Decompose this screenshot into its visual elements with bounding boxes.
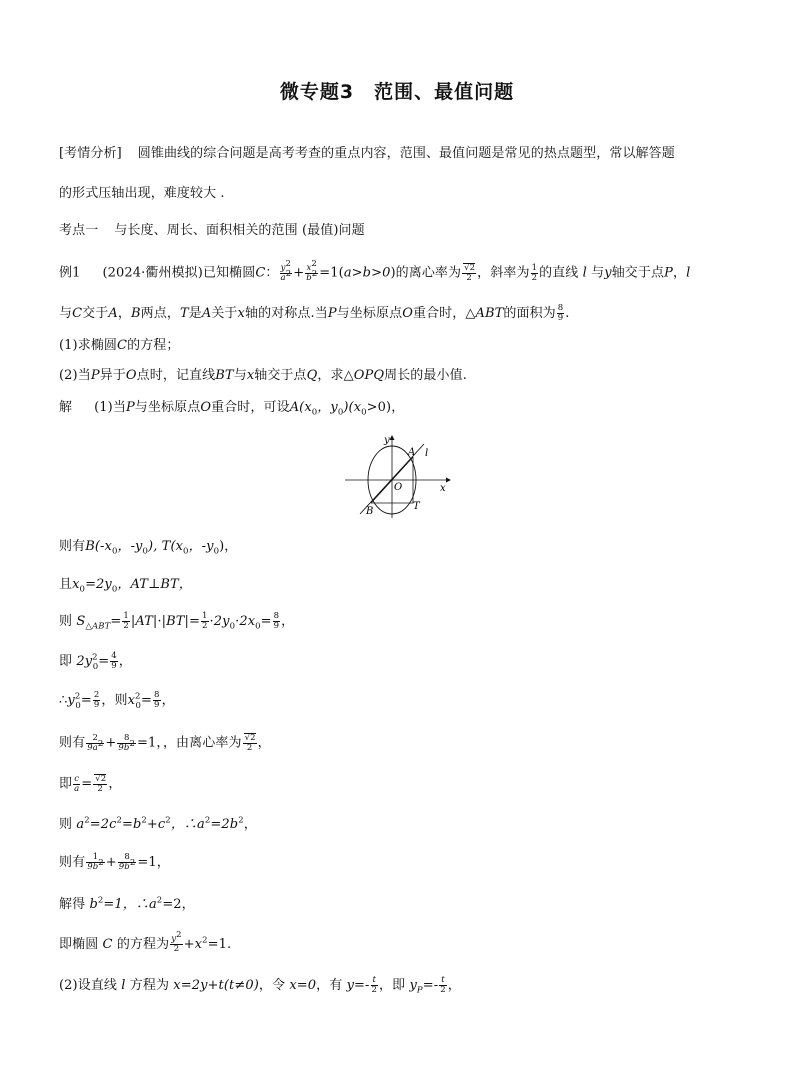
solution-line-8: 即 $\frac{c}{a}$ = $\frac{√2}{2}$ ， (59, 773, 122, 794)
fig-label-l: l (425, 448, 429, 459)
example-line-2: 与C交于A，B两点，T是A关于x轴的对称点.当P与坐标原点O重合时，△ABT的面积为 $\frac{8}{9}$ . (59, 303, 570, 323)
fig-label-A: A (408, 447, 416, 458)
section-label: 考点一 (59, 223, 99, 238)
solution-label: 解 (59, 400, 73, 415)
ellipse-figure (340, 430, 460, 522)
solution-line-5: 即 $2y^2_0=$ $\frac{4}{9}$ ， (59, 651, 132, 672)
solution-line-12: 即椭圆 C 的方程为 $\frac{y2}{2}$ $+x^2=1$. (59, 930, 232, 954)
solution-line-6: $\therefore y^2_0=$ $\frac{2}{9}$ ，则$x^2_0=$ $\frac{8}{9}$ ， (59, 690, 175, 711)
question-2: (2)当P异于O点时，记直线BT与x轴交于点Q，求△OPQ周长的最小值. (59, 368, 467, 383)
example-line-1: 例1 (2024·衢州模拟)已知椭圆C： $\frac{y2}{a2}$ + $\frac{x2}{b2}$ =1(a>b>0)的离心率为 $\frac{√2}{2}$ ，斜率为 $\frac{1}{2}$ 的直线 l 与y轴交于点P，l (59, 258, 691, 283)
fig-label-O: O (394, 482, 403, 493)
intro-label: [考情分析] (59, 146, 122, 161)
page-title: 微专题3 范围、最值问题 (279, 81, 515, 103)
solution-line-13: (2)设直线 l 方程为 x=2y+t(t≠0)，令 x=0，有 y=- $\frac{t}{2}$ ，即 $y_P=-$ $\frac{t}{2}$ ， (59, 975, 461, 996)
fig-label-x: x (440, 483, 446, 494)
section-heading (59, 221, 754, 241)
example-label: 例1 (59, 265, 81, 281)
intro-line-1 (59, 144, 754, 164)
solution-line-10: 则有 $\frac{1}{9b2}$ + $\frac{8}{9b2}$ =1， (59, 852, 170, 872)
question-1: (1)求椭圆C的方程； (59, 338, 180, 353)
solution-line-9: 则 $a^2=2c^2=b^2+c^2$，$\therefore a^2=2b^2$， (59, 815, 257, 832)
x-axis-arrow (446, 478, 451, 483)
y-axis-arrow (390, 435, 395, 440)
solution-line-2: 则有$B(-x_0$，$-y_0$), $T(x_0$，$-y_0$)， (59, 539, 238, 557)
intro-line-2 (59, 184, 754, 204)
intro-text-1: 圆锥曲线的综合问题是高考考查的重点内容，范围、最值问题是常见的热点题型，常以解答题 (137, 146, 675, 161)
fig-label-T: T (413, 501, 420, 512)
fig-label-B: B (366, 506, 374, 517)
solution-line-1: 解 (1)当P与坐标原点O重合时，可设$A(x_0$，$y_0)(x_0>0)$， (59, 400, 405, 418)
fig-label-y: y (384, 435, 390, 446)
intro-text-2: 的形式压轴出现，难度较大 . (59, 186, 225, 201)
solution-line-3: 且$x_0=2y_0$，AT⊥BT， (59, 577, 192, 595)
solution-line-11: 解得 $b^2=1$，$\therefore a^2=2$， (59, 895, 195, 912)
solution-line-4: 则 $S_{\triangle ABT}=$ $\frac{1}{2}$ |AT|·|BT|= $\frac{1}{2}$ $\cdot 2y_0\cdot 2x_0=$ $\frac{8}{9}$ ， (59, 611, 295, 632)
solution-line-7: 则有 $\frac{2}{9a2}$ + $\frac{8}{9b2}$ =1，，由离心率为 $\frac{√2}{2}$ ， (59, 732, 271, 753)
section-text: 与长度、周长、面积相关的范围 (最值)问题 (114, 223, 365, 238)
